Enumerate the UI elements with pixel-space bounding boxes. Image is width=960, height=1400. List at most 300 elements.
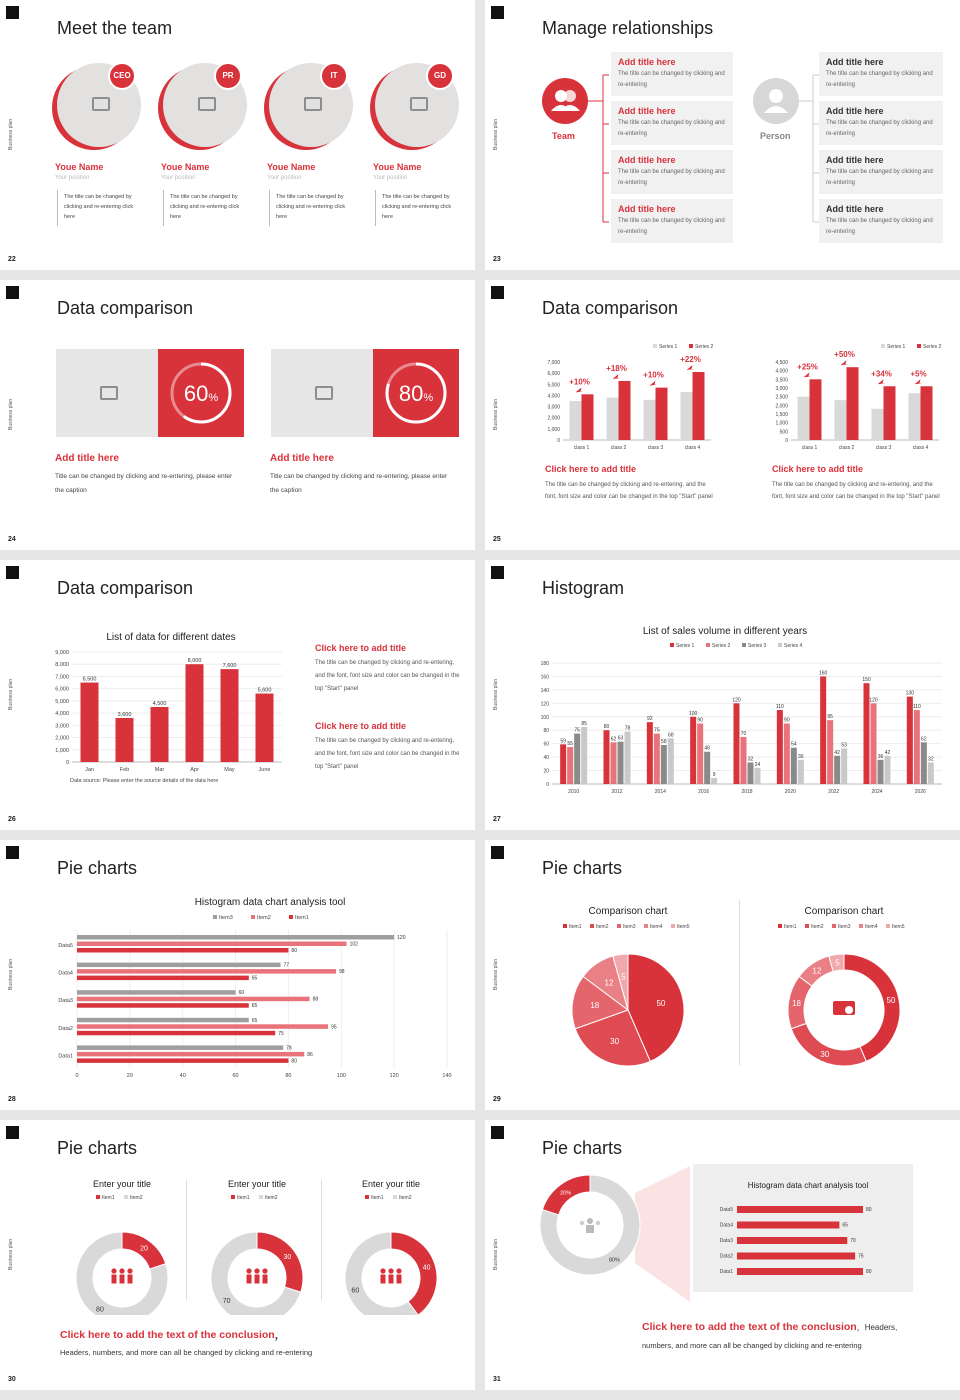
y-tick-label: 120 [540, 701, 549, 708]
bar-value-label: 59 [560, 738, 566, 745]
legend-swatch [289, 915, 293, 919]
bar-value-label: 88 [312, 996, 319, 1003]
bar-value-label: 70 [740, 730, 747, 737]
panel-bar-chart [693, 1164, 913, 1292]
person-label: Person [760, 131, 791, 141]
y-tick-label: 0 [785, 438, 788, 444]
legend-label: Item1 [237, 1195, 250, 1201]
bar-value-label: 36 [877, 753, 884, 760]
bar-value-label: 24 [754, 761, 761, 768]
bar-value-label: 80 [603, 724, 610, 731]
bar-value-label: 6,500 [82, 676, 97, 683]
bar [885, 756, 891, 784]
y-tick-label: 1,500 [775, 412, 788, 418]
legend-label: Series 4 [784, 643, 803, 649]
bar [777, 710, 783, 784]
bar [681, 392, 693, 440]
y-tick-label: Data3 [58, 998, 73, 1005]
image-placeholder-icon [92, 97, 110, 111]
y-tick-label: Data3 [719, 1238, 733, 1244]
bar-value-label: 78 [624, 725, 631, 732]
bar-value-label: 48 [704, 745, 710, 752]
growth-annotation: +34% [871, 369, 892, 379]
person-body [397, 1275, 402, 1284]
percent-number: 60 [183, 381, 209, 406]
y-tick-label: 5,000 [55, 698, 69, 705]
logo [491, 846, 504, 859]
legend-swatch [689, 344, 693, 348]
conclusion-tail-2: numbers, and more can all be changed by clicking and re-entering [642, 1341, 862, 1350]
relation-card [819, 199, 943, 243]
block-description: Title can be changed by clicking and re-entering, please enter the caption [55, 473, 233, 494]
bar-value-label: 92 [647, 716, 653, 723]
legend-swatch [96, 1195, 100, 1199]
bar-value-label: 58 [661, 739, 667, 746]
x-tick-label: 2026 [914, 789, 926, 795]
team-label: Team [552, 131, 575, 141]
legend-label: Series 3 [748, 643, 767, 649]
y-tick-label: 7,000 [55, 674, 69, 681]
image-placeholder-icon [100, 386, 118, 400]
legend-label: Item4 [650, 924, 663, 930]
bar [611, 742, 617, 784]
y-tick-label: 140 [540, 687, 549, 694]
card-title[interactable]: Add title here [826, 57, 884, 67]
bar-value-label: 110 [912, 704, 921, 711]
logo [6, 286, 19, 299]
donut-chart-2 [195, 1175, 315, 1315]
page-number: 27 [493, 816, 501, 823]
side-label: Business plan [8, 1238, 14, 1270]
chart-title: Enter your title [361, 1179, 421, 1189]
slice-label: 80% [608, 1257, 620, 1264]
bar [810, 379, 822, 440]
bar [644, 400, 656, 440]
legend-swatch [706, 643, 710, 647]
donut-chart [760, 900, 930, 1075]
member-description: The title can be changed by clicking and re-entering click here [276, 194, 346, 220]
person-body [381, 1275, 386, 1284]
side-label: Business plan [8, 958, 14, 990]
legend-swatch [671, 924, 675, 928]
bar [618, 742, 624, 784]
member-description: The title can be changed by clicking and re-entering click here [170, 194, 240, 220]
page-number: 23 [493, 256, 501, 263]
y-tick-label: Data1 [719, 1269, 733, 1275]
bar-value-label: 78 [286, 1045, 292, 1052]
bar [574, 734, 580, 784]
x-tick-label: class 3 [647, 445, 664, 451]
y-tick-label: 2,000 [547, 415, 560, 422]
conclusion [642, 1321, 897, 1333]
relation-card [611, 52, 733, 96]
divider [163, 190, 164, 226]
bar-value-label: 75 [858, 1253, 864, 1260]
conclusion [60, 1327, 285, 1342]
x-tick-label: 40 [179, 1073, 186, 1079]
bar [116, 718, 134, 762]
caption-1: The title can be changed by clicking and re-entering, and the font, font size and color can be changed in the top "Start" panel [315, 660, 460, 692]
y-tick-label: Data5 [58, 943, 73, 949]
x-tick-label: 0 [75, 1073, 79, 1079]
y-tick-label: Data2 [719, 1253, 733, 1260]
legend-label: Item2 [257, 915, 271, 921]
x-tick-label: class 1 [801, 445, 818, 451]
logo [6, 566, 19, 579]
legend-label: Item2 [811, 924, 824, 930]
y-tick-label: 60 [543, 741, 549, 748]
slice-label: 40 [422, 1264, 431, 1272]
bar-value-label: 75 [574, 727, 580, 734]
bar-value-label: 80 [866, 1269, 872, 1275]
slide-title: Manage relationships [542, 18, 714, 38]
bar [737, 1222, 839, 1229]
bar [737, 1206, 863, 1213]
relation-card [611, 199, 733, 243]
growth-annotation: +18% [606, 363, 627, 373]
x-tick-label: June [258, 767, 271, 773]
person-body [389, 1275, 394, 1284]
bar-value-label: 85 [581, 720, 587, 727]
conclusion-tail: Headers, numbers, and more can all be changed by clicking and re-entering [60, 1348, 313, 1357]
bar [668, 738, 674, 784]
bar [704, 752, 710, 784]
chart-title: Comparison chart [588, 906, 668, 917]
y-tick-label: 2,000 [55, 735, 69, 742]
x-tick-label: class 2 [610, 445, 627, 451]
side-label: Business plan [493, 118, 499, 150]
chart-title: Enter your title [227, 1179, 287, 1189]
side-label: Business plan [8, 678, 14, 710]
growth-annotation: +22% [680, 355, 701, 365]
legend-label: Item4 [865, 924, 878, 930]
person-body [128, 1275, 133, 1284]
conclusion-comma: ， [274, 1329, 286, 1341]
bar [77, 935, 394, 940]
bar [81, 683, 99, 762]
card-title[interactable]: Add title here [826, 106, 884, 116]
person-head [246, 1268, 251, 1273]
slide-title: Histogram [542, 578, 625, 598]
bar [567, 747, 573, 784]
slide-24 [0, 280, 475, 550]
growth-annotation: +10% [643, 370, 664, 380]
bar-chart-left [535, 340, 715, 455]
side-label: Business plan [493, 1238, 499, 1270]
legend-label: Item1 [102, 1195, 115, 1201]
bar [256, 694, 274, 762]
member-position: Your position [373, 175, 408, 181]
legend-swatch [231, 1195, 235, 1199]
card-description: The title can be changed by clicking and re-entering [618, 218, 725, 235]
image-placeholder-icon [315, 386, 333, 400]
x-tick-label: 2016 [698, 789, 710, 795]
bar-value-label: 68 [668, 732, 674, 739]
percent-unit: % [423, 392, 434, 404]
bar [737, 1268, 863, 1275]
slice-label: 18 [792, 998, 801, 1008]
legend-swatch [124, 1195, 128, 1199]
legend-swatch [365, 1195, 369, 1199]
bar-value-label: 80 [866, 1207, 872, 1213]
role-badge: CEO [108, 62, 136, 90]
x-tick-label: Mar [154, 767, 165, 773]
bar [847, 367, 859, 440]
y-tick-label: 3,000 [775, 386, 788, 392]
x-tick-label: May [224, 767, 235, 773]
legend-swatch [670, 643, 674, 647]
donut-chart-3 [329, 1175, 449, 1315]
bar [748, 762, 754, 784]
bar-value-label: 120 [869, 697, 878, 704]
slide-title: Meet the team [57, 18, 173, 38]
relation-card [611, 150, 733, 194]
slide-25 [485, 280, 960, 550]
bar [77, 1058, 288, 1063]
divider [57, 190, 58, 226]
bar [798, 397, 810, 440]
slide-29 [485, 840, 960, 1110]
legend-label: Item2 [399, 1195, 412, 1201]
slice-label: 5 [621, 972, 626, 982]
y-tick-label: 80 [543, 728, 549, 735]
bar [582, 394, 594, 440]
slice-label: 18 [590, 1000, 600, 1010]
data-source: Data source: Please enter the source details of the data here [70, 778, 219, 784]
legend-label: Series 2 [712, 643, 731, 649]
bar [570, 401, 582, 440]
person-body [247, 1275, 252, 1284]
y-tick-label: 8,000 [55, 662, 69, 669]
x-tick-label: Jan [85, 767, 94, 773]
bar-value-label: 150 [862, 677, 871, 684]
y-tick-label: 5,000 [547, 382, 560, 389]
bar [690, 717, 696, 784]
page-number: 31 [493, 1376, 501, 1383]
arrow-icon [841, 360, 849, 365]
bar-value-label: 4,500 [152, 701, 167, 707]
caption-right: The title can be changed by clicking and re-entering, and the font, font size and color can be changed in the top "Start" panel [772, 482, 940, 500]
bar-value-label: 36 [798, 753, 804, 760]
bar [656, 388, 668, 440]
bar [693, 372, 705, 440]
divider [269, 190, 270, 226]
bar [835, 400, 847, 440]
legend-swatch [805, 924, 809, 928]
member-name: Youe Name [55, 162, 104, 172]
y-tick-label: 3,000 [547, 404, 560, 411]
donut-chart [540, 1175, 650, 1285]
bar [77, 1018, 249, 1023]
y-tick-label: 0 [65, 760, 69, 766]
side-label: Business plan [493, 958, 499, 990]
y-tick-label: 0 [546, 782, 549, 788]
x-tick-label: 2010 [568, 789, 580, 795]
conclusion-text[interactable]: Click here to add the text of the conclusion [642, 1321, 857, 1333]
slide-31 [485, 1120, 960, 1390]
pie-slice [391, 1232, 437, 1315]
slice-label: 80 [96, 1306, 104, 1314]
bar [734, 703, 740, 784]
bar-value-label: 32 [928, 756, 934, 763]
legend-swatch [251, 915, 255, 919]
histogram-chart [530, 620, 945, 800]
bar [607, 398, 619, 440]
card-title[interactable]: Add title here [618, 57, 676, 67]
person-head [396, 1268, 401, 1273]
y-tick-label: 2,500 [775, 394, 788, 401]
arrow-icon [804, 372, 812, 377]
y-tick-label: 7,000 [547, 360, 560, 366]
bar-value-label: 65 [251, 1017, 258, 1024]
slice-label: 30 [820, 1050, 830, 1060]
y-tick-label: Data4 [58, 970, 73, 977]
bar [737, 1253, 855, 1260]
x-tick-label: 2014 [654, 789, 666, 795]
percent-number: 80 [398, 381, 424, 406]
bar-value-label: 120 [397, 935, 406, 941]
bar-value-label: 5,600 [257, 687, 272, 694]
bar-value-label: 95 [331, 1024, 337, 1031]
card-title[interactable]: Add title here [826, 204, 884, 214]
slide-title: Pie charts [57, 858, 138, 878]
legend-swatch [259, 1195, 263, 1199]
bar-value-label: 55 [567, 741, 573, 748]
legend-label: Item1 [784, 924, 797, 930]
caption-title-right: Click here to add title [772, 464, 864, 474]
x-tick-label: 2024 [871, 789, 883, 795]
slice-label: 12 [604, 978, 614, 988]
slide-23 [485, 0, 960, 270]
bar-value-label: 90 [784, 717, 790, 724]
legend-label: Item2 [130, 1195, 143, 1201]
bar [755, 768, 761, 784]
conclusion-text[interactable]: Click here to add the text of the conclusion [60, 1329, 275, 1341]
bar-value-label: 65 [842, 1222, 848, 1229]
team-icon-left [580, 1221, 584, 1225]
arrow-icon [687, 365, 695, 370]
page-number: 22 [8, 256, 16, 263]
legend-label: Item3 [623, 924, 636, 930]
bar-value-label: 75 [654, 727, 660, 734]
person-body [120, 1275, 125, 1284]
bar [77, 1031, 275, 1036]
bar [77, 942, 347, 947]
card-description: The title can be changed by clicking and re-entering [618, 71, 725, 88]
bar [741, 737, 747, 784]
y-tick-label: 1,000 [775, 420, 788, 427]
bar-value-label: 130 [905, 690, 915, 697]
bar-value-label: 102 [349, 941, 358, 948]
slice-label: 12 [812, 966, 822, 976]
bar [77, 1003, 249, 1008]
progress-ring [373, 349, 459, 437]
person-body [112, 1275, 117, 1284]
bar [619, 381, 631, 440]
slice-label: 60 [351, 1287, 360, 1295]
bar-value-label: 3,600 [117, 712, 132, 718]
bar [77, 1052, 304, 1057]
x-tick-label: class 2 [838, 445, 855, 451]
card-title[interactable]: Add title here [618, 204, 676, 214]
bar-value-label: 32 [747, 756, 754, 763]
team-icon-body [586, 1225, 594, 1233]
y-tick-label: Data2 [58, 1025, 73, 1032]
chart-title: List of data for different dates [106, 632, 236, 643]
bar [581, 727, 587, 784]
divider [186, 1180, 187, 1300]
bar [737, 1237, 847, 1244]
percent-unit: % [208, 392, 219, 404]
bar-value-label: 80 [291, 948, 297, 954]
growth-annotation: +50% [834, 350, 855, 360]
legend-swatch [653, 344, 657, 348]
card-description: The title can be changed by clicking and re-entering [618, 169, 725, 186]
y-tick-label: 4,000 [55, 711, 69, 718]
legend-label: Series 1 [659, 344, 678, 350]
bar-value-label: 160 [818, 670, 828, 677]
slide-27 [485, 560, 960, 830]
relation-card [819, 101, 943, 145]
divider [375, 190, 376, 226]
chart-title: Histogram data chart analysis tool [194, 897, 346, 908]
horizontal-bar-chart [45, 890, 465, 1090]
logo [491, 566, 504, 579]
bar [841, 748, 847, 784]
legend-label: Series 1 [887, 344, 906, 350]
bar [798, 760, 804, 784]
block-title[interactable]: Add title here [55, 453, 119, 464]
legend-label: Series 2 [695, 344, 714, 350]
bar-value-label: 77 [283, 962, 290, 969]
y-tick-label: 0 [557, 438, 560, 444]
legend-swatch [617, 924, 621, 928]
bar [77, 969, 336, 974]
caption-title-1: Click here to add title [315, 643, 407, 653]
caption-left: The title can be changed by clicking and re-entering, and the font, font size and color can be changed in the top "Start" panel [545, 482, 713, 500]
bar-value-label: 90 [697, 717, 703, 724]
bar [784, 724, 790, 785]
chart-title: Comparison chart [804, 906, 884, 917]
bar [827, 720, 833, 784]
y-tick-label: 1,000 [55, 747, 69, 754]
image-placeholder-icon [410, 97, 428, 111]
y-tick-label: 4,000 [547, 393, 560, 400]
card-title[interactable]: Add title here [618, 155, 676, 165]
card-title[interactable]: Add title here [618, 106, 676, 116]
member-description: The title can be changed by clicking and re-entering click here [382, 194, 452, 220]
person-head [380, 1268, 385, 1273]
bar-value-label: 8,000 [187, 658, 202, 665]
y-tick-label: 40 [543, 755, 549, 762]
block-title[interactable]: Add title here [270, 453, 334, 464]
bar [77, 976, 249, 981]
growth-annotation: +10% [569, 377, 590, 387]
y-tick-label: 3,000 [55, 723, 69, 730]
percent-value [184, 381, 218, 406]
bar-value-label: 53 [841, 742, 847, 749]
card-title[interactable]: Add title here [826, 155, 884, 165]
bar-value-label: 70 [850, 1238, 856, 1244]
bar-value-label: 120 [732, 697, 741, 704]
bar-value-label: 110 [775, 704, 784, 711]
role-badge: GD [426, 62, 454, 90]
bar-value-label: 65 [251, 975, 258, 982]
legend-label: Item1 [569, 924, 582, 930]
slice-label: 50 [656, 999, 666, 1009]
y-tick-label: 3,500 [775, 377, 788, 384]
bar [647, 722, 653, 784]
